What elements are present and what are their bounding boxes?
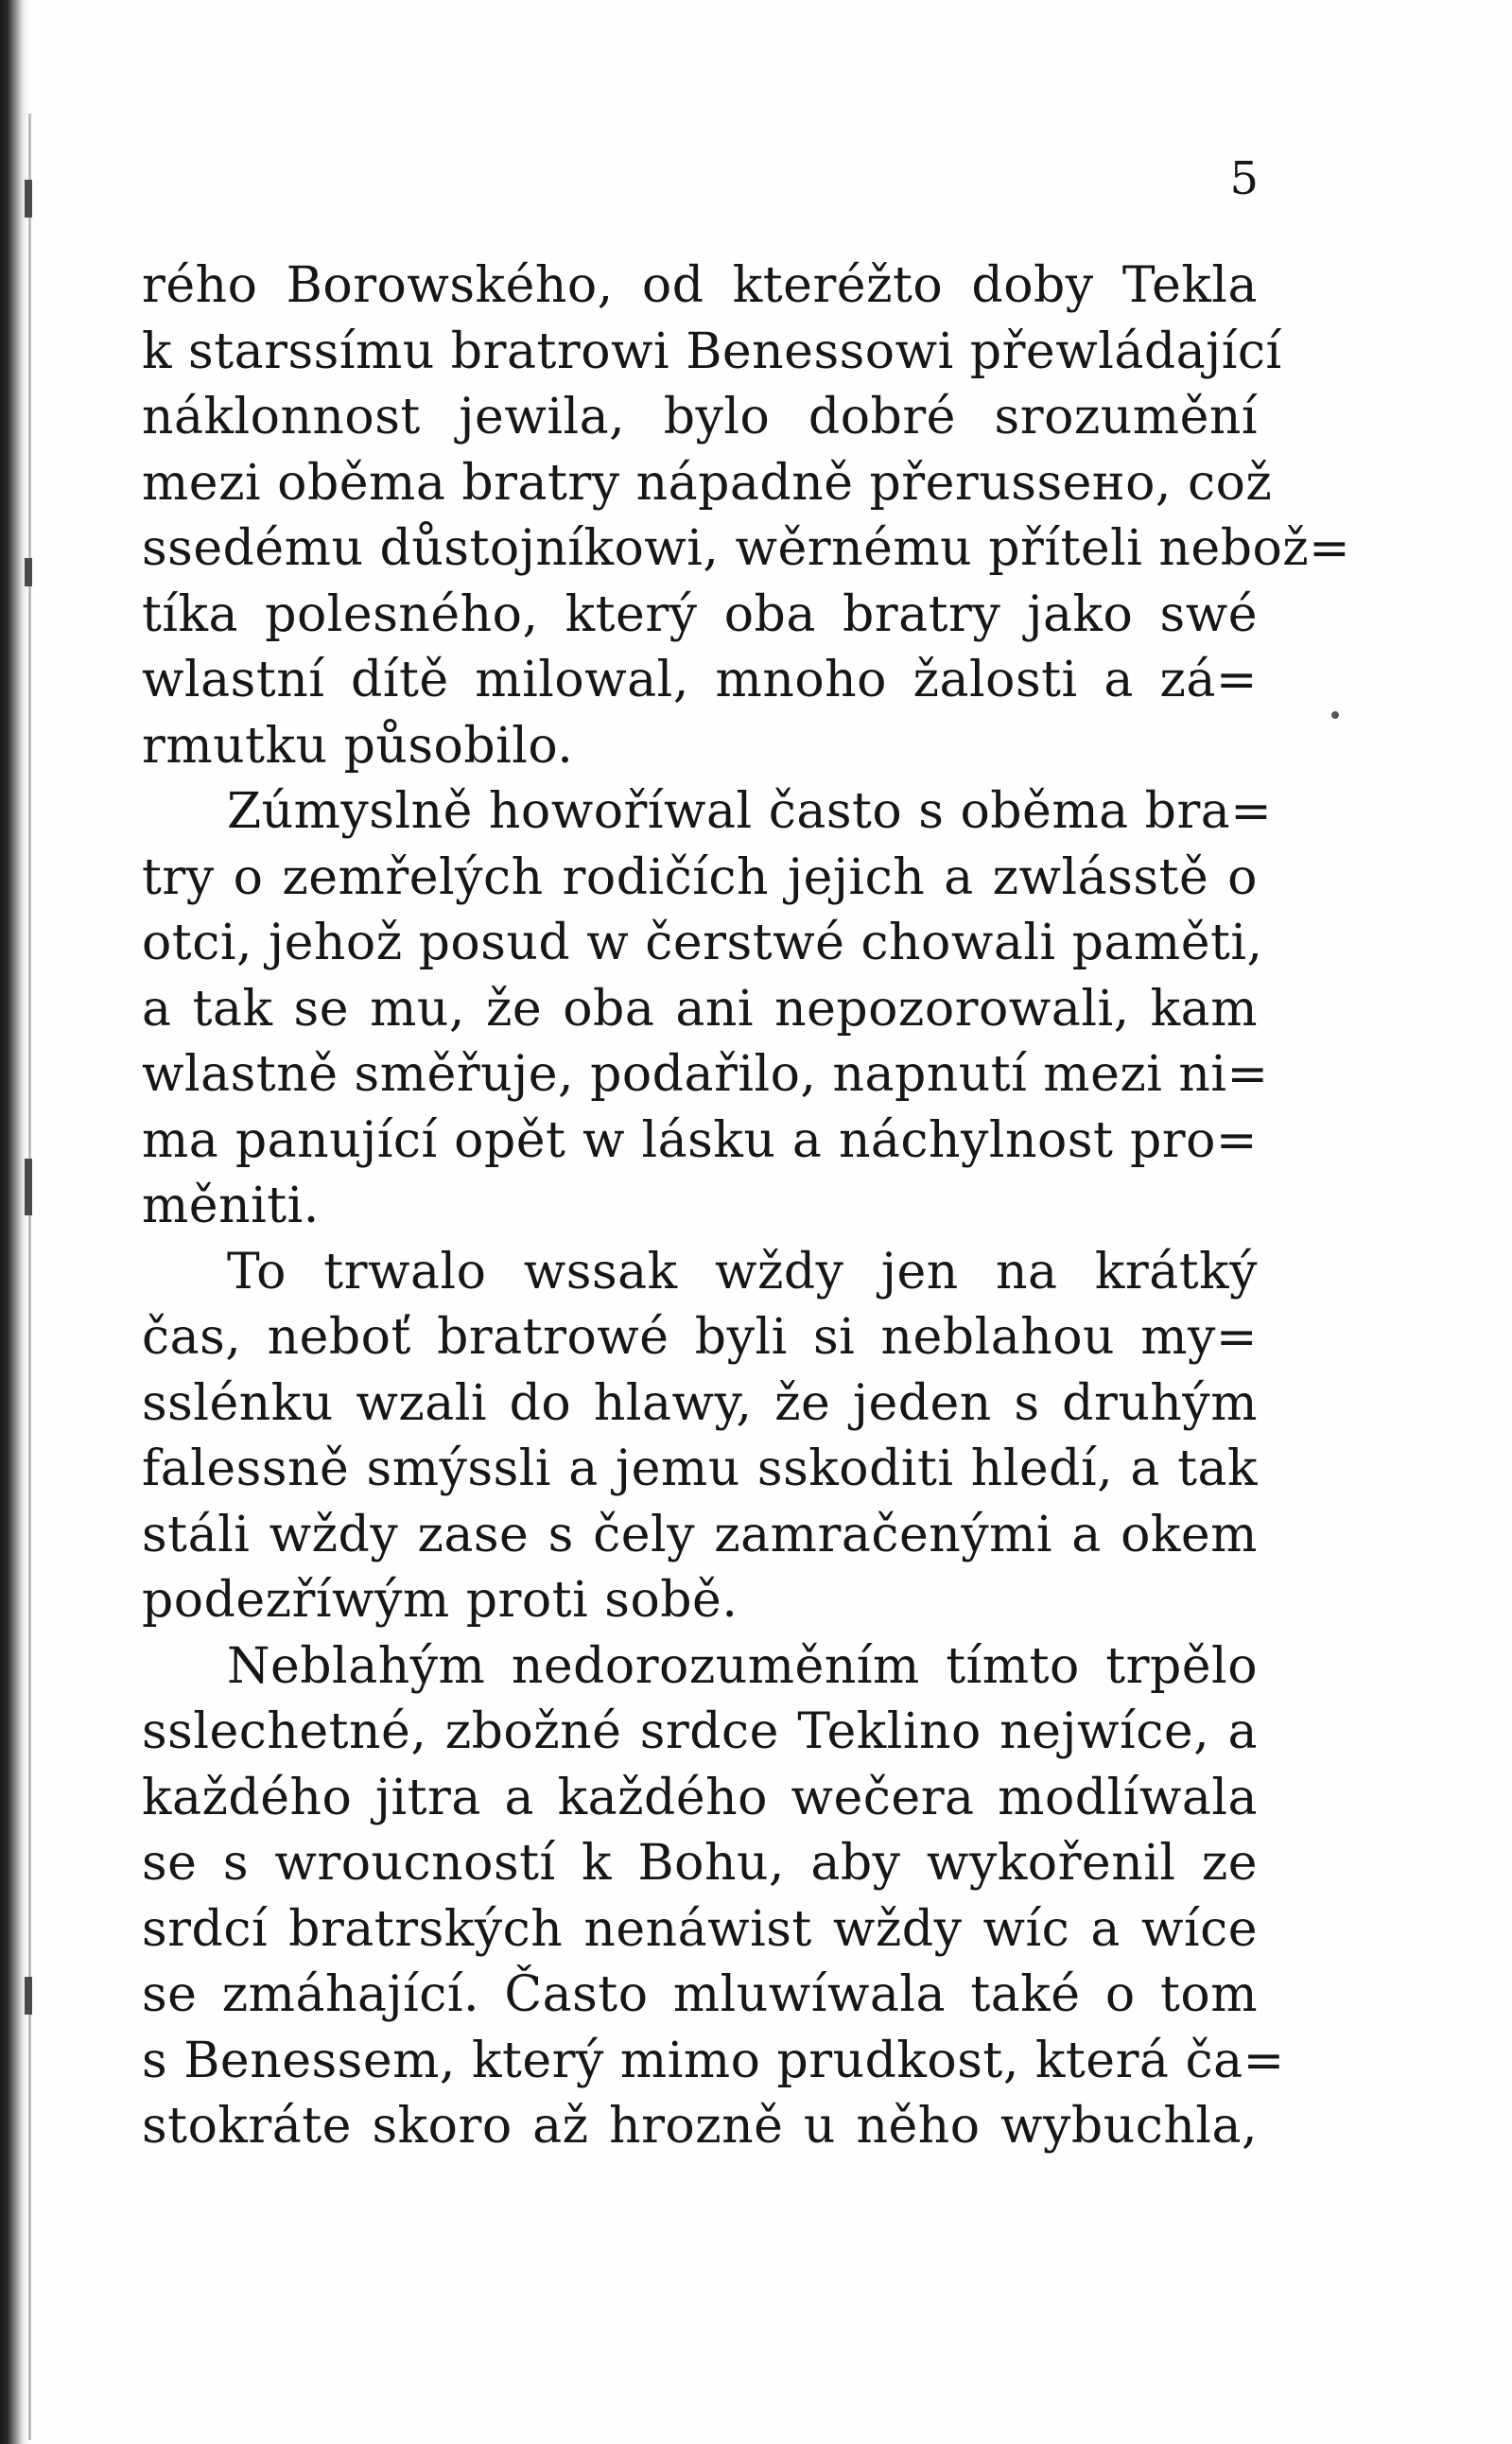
- text-line: se zmáhající. Často mluwíwala také o tom: [142, 1966, 1258, 2023]
- text-line: srdcí bratrských nenáwist wždy wíc a wíce: [142, 1900, 1258, 1958]
- text-line: tíka polesného, který oba bratry jako swé: [142, 585, 1258, 643]
- text-line: rého Borowského, od kteréžto doby Tekla: [142, 257, 1258, 314]
- scan-mark: [25, 558, 32, 586]
- scan-edge-shadow: [0, 0, 28, 2444]
- text-line: měniti.: [142, 1178, 320, 1234]
- text-line: sslechetné, zbožné srdce Teklino nejwíce, a: [142, 1703, 1258, 1760]
- scan-mark: [25, 1977, 32, 2015]
- text-line: otci, jehož posud w čerstwé chowali paměti,: [142, 915, 1263, 971]
- text-line: Neblahým nedorozuměním tímto trpělo: [227, 1637, 1258, 1695]
- text-line: čas, neboť bratrowé byli si neblahou my=: [142, 1309, 1258, 1366]
- text-line: s Benessem, který mimo prudkost, která ča=: [142, 2032, 1285, 2089]
- text-line: k starssímu bratrowi Benessowi přewládající: [142, 323, 1282, 380]
- text-line: sslénku wzali do hlawy, že jeden s druhým: [142, 1374, 1258, 1432]
- text-line: To trwalo wssak wždy jen na krátký: [227, 1243, 1258, 1301]
- text-line: podezříwým proti sobě.: [142, 1572, 739, 1629]
- scan-mark: [25, 180, 32, 218]
- text-line: try o zemřelých rodičích jejich a zwlásstě o: [142, 848, 1258, 906]
- text-line: wlastně směřuje, podařilo, napnutí mezi ni=: [142, 1046, 1269, 1103]
- text-line: falessně smýssli a jemu sskoditi hledí, a tak: [142, 1440, 1258, 1497]
- text-line: rmutku působilo.: [142, 717, 574, 775]
- text-line: stokráte skoro až hrozně u něho wybuchla,: [142, 2098, 1258, 2155]
- text-line: mezi oběma bratry nápadně přerussено, což: [142, 454, 1273, 512]
- text-line: stáli wždy zase s čely zamračenými a okem: [142, 1506, 1258, 1563]
- text-line: a tak se mu, že oba ani nepozorowali, kam: [142, 980, 1258, 1038]
- text-line: ma panující opět w lásku a náchylnost pro=: [142, 1111, 1258, 1169]
- speck-mark: [1331, 711, 1339, 719]
- text-line: Zúmyslně howoříwal často s oběma bra=: [227, 783, 1273, 840]
- text-line: se s wroucností k Bohu, aby wykořenil ze: [142, 1835, 1258, 1892]
- text-line: ssedému důstojníkowi, wěrnému příteli nebož=: [142, 520, 1351, 577]
- scan-mark: [25, 1159, 32, 1215]
- body-text: [142, 253, 1351, 2160]
- text-line: náklonnost jewila, bylo dobré srozumění: [142, 389, 1258, 445]
- page-number: 5: [1229, 152, 1259, 205]
- scan-edge-line: [28, 113, 31, 2440]
- text-line: wlastní dítě milowal, mnoho žalosti a zá=: [142, 652, 1258, 708]
- text-line: každého jitra a každého wečera modlíwala: [142, 1769, 1258, 1826]
